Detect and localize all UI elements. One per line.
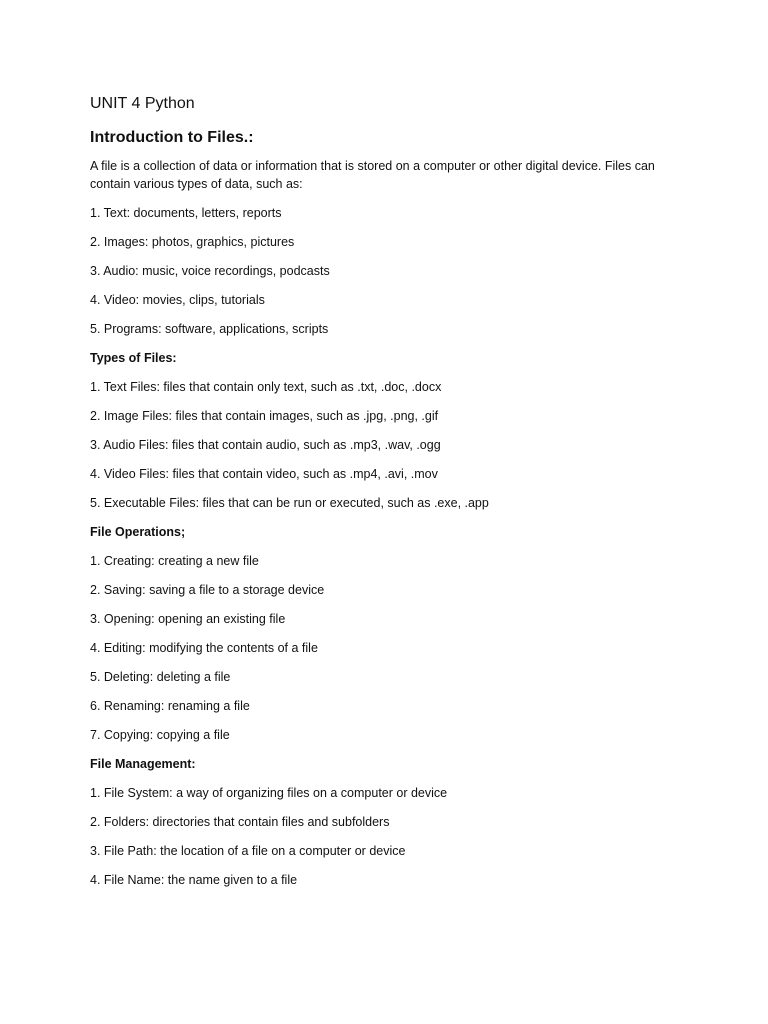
list-item: 3. Audio: music, voice recordings, podcasts: [90, 264, 330, 278]
list-item: 6. Renaming: renaming a file: [90, 699, 250, 713]
file-types-list: [90, 378, 690, 512]
list-item: 3. Audio Files: files that contain audio, such as .mp3, .wav, .ogg: [90, 438, 441, 452]
file-management-heading: File Management:: [90, 757, 196, 771]
list-item: 1. File System: a way of organizing files on a computer or device: [90, 786, 448, 800]
list-item: 4. Video Files: files that contain video, such as .mp4, .avi, .mov: [90, 467, 438, 481]
list-item: 5. Deleting: deleting a file: [90, 670, 231, 684]
list-item: 4. Video: movies, clips, tutorials: [90, 293, 265, 307]
list-item: 4. File Name: the name given to a file: [90, 873, 298, 887]
list-item: 1. Text: documents, letters, reports: [90, 206, 282, 220]
list-item: 2. Images: photos, graphics, pictures: [90, 235, 295, 249]
document-content: [90, 93, 690, 889]
intro-paragraph: A file is a collection of data or information that is stored on a computer or other digital device. Files can contain various types of data, such as:: [90, 159, 655, 191]
data-types-list: [90, 204, 690, 338]
list-item: 5. Executable Files: files that can be run or executed, such as .exe, .app: [90, 496, 489, 510]
file-management-list: [90, 784, 690, 889]
list-item: 2. Image Files: files that contain images, such as .jpg, .png, .gif: [90, 409, 439, 423]
types-of-files-heading: Types of Files:: [90, 351, 177, 365]
list-item: 2. Saving: saving a file to a storage device: [90, 583, 325, 597]
list-item: 2. Folders: directories that contain files and subfolders: [90, 815, 390, 829]
list-item: 7. Copying: copying a file: [90, 728, 230, 742]
list-item: 1. Text Files: files that contain only text, such as .txt, .doc, .docx: [90, 380, 442, 394]
list-item: 4. Editing: modifying the contents of a file: [90, 641, 318, 655]
list-item: 1. Creating: creating a new file: [90, 554, 259, 568]
unit-title: UNIT 4 Python: [90, 95, 195, 112]
list-item: 3. Opening: opening an existing file: [90, 612, 286, 626]
file-operations-list: [90, 552, 690, 744]
list-item: 5. Programs: software, applications, scripts: [90, 322, 329, 336]
list-item: 3. File Path: the location of a file on a computer or device: [90, 844, 406, 858]
section-title: Introduction to Files.:: [90, 129, 254, 146]
file-operations-heading: File Operations;: [90, 525, 186, 539]
